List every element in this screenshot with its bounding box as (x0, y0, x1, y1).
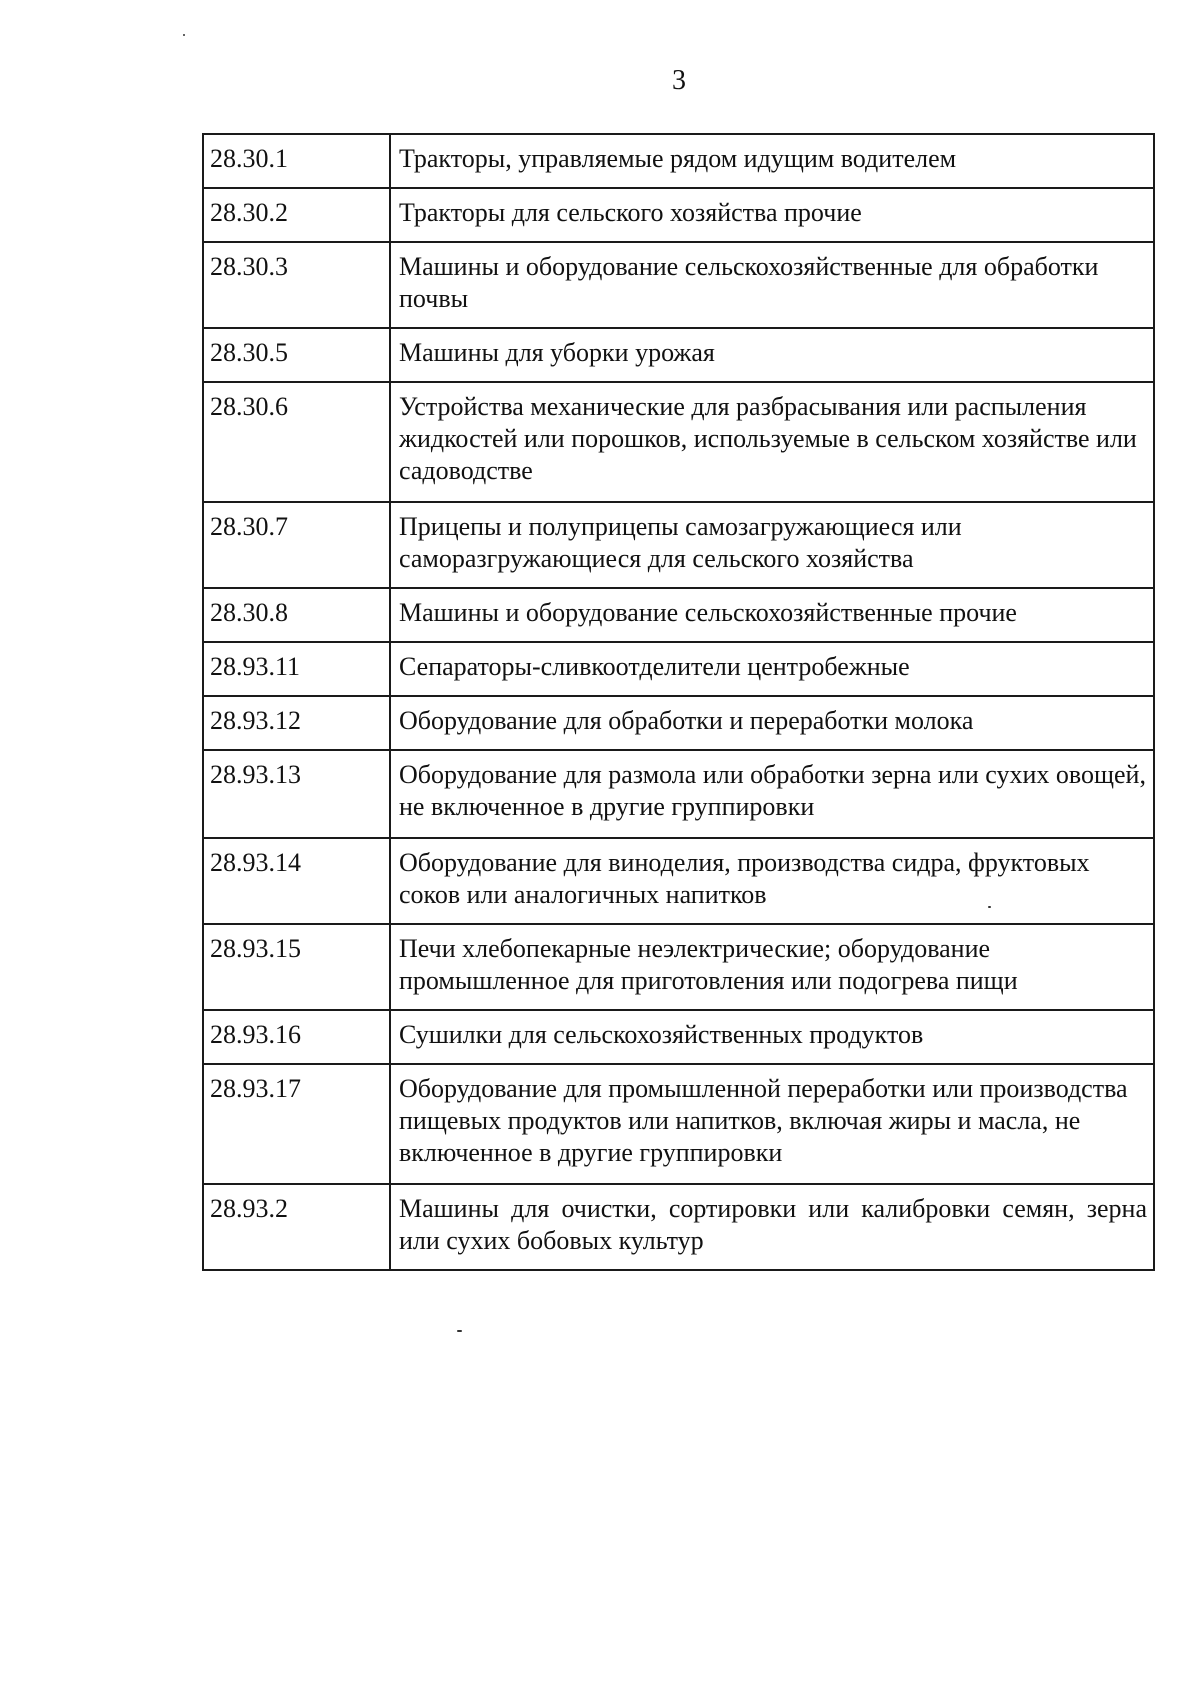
description-cell: Оборудование для виноделия, производства сидра, фруктовых соков или аналогичных напитков (390, 838, 1154, 924)
description-cell: Устройства механические для разбрасывания или распыления жидкостей или порошков, используемые в сельском хозяйстве или садоводстве (390, 382, 1154, 502)
code-cell: 28.93.13 (203, 750, 390, 838)
table-row (203, 502, 1154, 588)
description-cell: Тракторы для сельского хозяйства прочие (390, 188, 1154, 242)
page-number: 3 (672, 65, 686, 96)
description-cell: Машины и оборудование сельскохозяйственные прочие (390, 588, 1154, 642)
scan-speck (988, 906, 991, 908)
table-row (203, 188, 1154, 242)
description-cell: Машины для очистки, сортировки или калибровки семян, зерна или сухих бобовых культур (390, 1184, 1154, 1270)
code-cell: 28.93.14 (203, 838, 390, 924)
table-row (203, 242, 1154, 328)
code-cell: 28.93.17 (203, 1064, 390, 1184)
code-cell: 28.30.2 (203, 188, 390, 242)
codes-table (202, 133, 1155, 1271)
scan-speck (457, 1330, 462, 1332)
description-cell: Машины и оборудование сельскохозяйственные для обработки почвы (390, 242, 1154, 328)
description-cell: Печи хлебопекарные неэлектрические; оборудование промышленное для приготовления или подогрева пищи (390, 924, 1154, 1010)
description-cell: Машины для уборки урожая (390, 328, 1154, 382)
table-row (203, 696, 1154, 750)
code-cell: 28.30.6 (203, 382, 390, 502)
code-cell: 28.30.7 (203, 502, 390, 588)
table-row (203, 328, 1154, 382)
scan-speck (183, 34, 185, 36)
table-row (203, 838, 1154, 924)
description-cell: Оборудование для обработки и переработки молока (390, 696, 1154, 750)
code-cell: 28.93.12 (203, 696, 390, 750)
code-cell: 28.30.5 (203, 328, 390, 382)
code-cell: 28.93.15 (203, 924, 390, 1010)
table-row (203, 134, 1154, 188)
table-row (203, 642, 1154, 696)
table-row (203, 382, 1154, 502)
description-cell: Прицепы и полуприцепы самозагружающиеся или саморазгружающиеся для сельского хозяйства (390, 502, 1154, 588)
code-cell: 28.30.1 (203, 134, 390, 188)
description-cell: Сепараторы-сливкоотделители центробежные (390, 642, 1154, 696)
code-cell: 28.93.11 (203, 642, 390, 696)
table-row (203, 1010, 1154, 1064)
description-cell: Оборудование для промышленной переработки или производства пищевых продуктов или напитков, включая жиры и масла, не включенное в другие группировки (390, 1064, 1154, 1184)
table-row (203, 1064, 1154, 1184)
description-cell: Оборудование для размола или обработки зерна или сухих овощей, не включенное в другие группировки (390, 750, 1154, 838)
table-row (203, 924, 1154, 1010)
table-row (203, 1184, 1154, 1270)
table-row (203, 750, 1154, 838)
description-cell: Сушилки для сельскохозяйственных продуктов (390, 1010, 1154, 1064)
code-cell: 28.30.8 (203, 588, 390, 642)
code-cell: 28.30.3 (203, 242, 390, 328)
table-row (203, 588, 1154, 642)
code-cell: 28.93.16 (203, 1010, 390, 1064)
code-cell: 28.93.2 (203, 1184, 390, 1270)
description-cell: Тракторы, управляемые рядом идущим водителем (390, 134, 1154, 188)
